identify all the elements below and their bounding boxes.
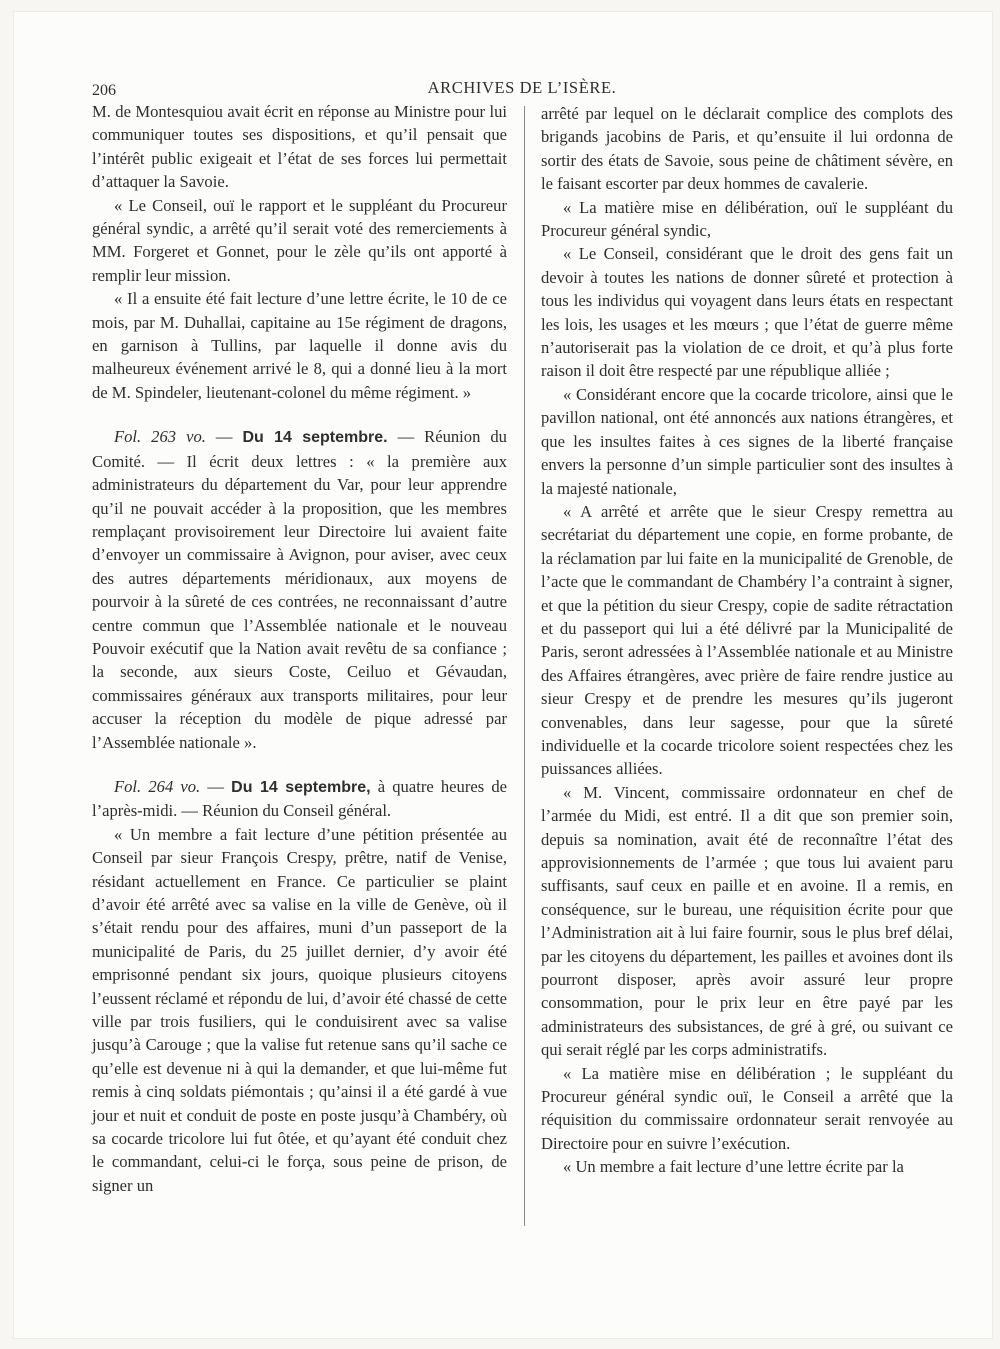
paragraph: « Il a ensuite été fait lecture d’une lettre écrite, le 10 de ce mois, par M. Duhallai, capitaine au 15e régiment de dragons, en garnison à Tullins, par laquelle il donne avis du malheureux événement arrivé le 8, qui a donné lieu à la mort de M. Spindeler, lieutenant-colonel du même régiment. » bbox=[92, 289, 507, 402]
paragraph: « A arrêté et arrête que le sieur Crespy remettra au secrétariat du département une copie, en forme probante, de la réclamation par lui faite en la municipalité de Grenoble, de l’acte que le commandant de Chambéry l’a contraint à signer, et que la pétition du sieur Crespy, copie de sadite rétractation et du passeport qui lui a été délivré par la Municipalité de Paris, seront adressées à l’Assemblée nationale et au Ministre des Affaires étrangères, avec prière de faire rendre justice au sieur Crespy et de prendre les mesures qu’ils jugeront convenables, dans leur sagesse, pour que la sûreté individuelle et la cocarde tricolore soient respectées chez les puissances alliées. bbox=[541, 501, 953, 779]
page-number: 206 bbox=[92, 82, 116, 99]
left-column bbox=[92, 100, 507, 1197]
paragraph: « Considérant encore que la cocarde tricolore, ainsi que le pavillon national, ont été annoncés aux nations étrangères, et que les insultes faites à ces signes de la liberté française envers la personne d’un simple particulier sont des insultes à la majesté nationale, bbox=[541, 384, 953, 498]
folio-ref: Fol. 263 vo. bbox=[114, 427, 206, 447]
entry-text: — Réunion du Comité. — Il écrit deux lettres : « la première aux administrateurs du département du Var, pour leur apprendre qu’il ne pouvait accéder à la proposition, que les membres remplaçant provisoirement leur Directoire lui avaient faite d’envoyer un commissaire à Avignon, pour aviser, avec ceux des autres départements méridionaux, aux moyens de pourvoir à la sûreté de ces contrées, ne reconnaissant d’autre centre commun que l’Assemblée nationale et le nouveau Pouvoir exécutif que la Nation avait revêtu de sa confiance ; la seconde, aux sieurs Coste, Ceiluo et Gévaudan, commissaires généraux aux transports militaires, pour leur accuser la réception du modèle de pique adressé par l’Assemblée nationale ». bbox=[92, 427, 507, 752]
paragraph: « Un membre a fait lecture d’une lettre écrite par la bbox=[563, 1157, 904, 1177]
folio-ref: Fol. 264 vo. bbox=[114, 776, 201, 796]
page-header bbox=[92, 78, 952, 102]
right-column bbox=[541, 102, 953, 1179]
entry-date: Du 14 septembre, bbox=[231, 778, 371, 796]
column-divider bbox=[524, 106, 525, 1226]
paragraph: « La matière mise en délibération, ouï le suppléant du Procureur général syndic, bbox=[541, 197, 953, 241]
paragraph: « Le Conseil, considérant que le droit des gens fait un devoir à toutes les nations de donner sûreté et protection à tous les individus qui voyagent dans leurs états en respectant les lois, les usages et les mœurs ; que l’état de guerre même n’autoriserait pas la violation de ce droit, et qu’à plus forte raison il doit être respecté par une république alliée ; bbox=[541, 244, 953, 381]
paragraph: « Un membre a fait lecture d’une pétition présentée au Conseil par sieur François Crespy, prêtre, natif de Venise, résidant actuellement en France. Ce particulier se plaint d’avoir été arrêté avec sa valise en la ville de Genève, où il s’était rendu pour des affaires, muni d’un passeport de la municipalité de Paris, du 25 juillet dernier, d’y avoir été emprisonné pendant six jours, quoique plusieurs citoyens l’eussent réclamé et répondu de lui, d’avoir été chassé de cette ville par trois fusiliers, qui le conduisirent avec sa valise jusqu’à Carouge ; que la valise fut retenue sans qu’il sache ce qu’elle est devenue ni à qui la demander, et que lui-même fut remis à cinq soldats piémontais ; qu’ainsi il a été gardé à vue jour et nuit et conduit de poste en poste jusqu’à Chambéry, où sa cocarde tricolore lui fut ôtée, et qu’ayant été conduit chez le commandant, celui-ci le força, sous peine de prison, de signer un bbox=[92, 824, 507, 1195]
paragraph: arrêté par lequel on le déclarait complice des complots des brigands jacobins de Paris, et qu’ensuite il lui ordonna de sortir des états de Savoie, sous peine de châtiment sévère, en le faisant escorter par deux hommes de cavalerie. bbox=[541, 104, 953, 194]
entry-text: à quatre heures de l’après-midi. — Réunion du Conseil général. bbox=[92, 776, 508, 821]
paragraph: M. de Montesquiou avait écrit en réponse au Ministre pour lui communiquer toutes ses dispositions, et qu’il pensait que l’intérêt public exigeait et l’état de ses forces lui permettait d’attaquer la Savoie. bbox=[92, 102, 507, 192]
paragraph: « La matière mise en délibération ; le suppléant du Procureur général syndic ouï, le Conseil a arrêté que la réquisition du commissaire ordonnateur serait renvoyée au Directoire pour en suivre l’exécution. bbox=[541, 1063, 953, 1153]
entry-fol-264 bbox=[92, 775, 507, 823]
paragraph: « M. Vincent, commissaire ordonnateur en chef de l’armée du Midi, est entré. Il a dit que son premier soin, depuis sa nomination, avait été de reconnaître l’état des approvisionnements de l’armée ; que tous lui avaient paru suffisants, sauf ceux en paille et en avoine. Il a remis, en conséquence, sur le bureau, une réquisition écrite pour que l’Administration ait à lui faire fournir, sous le plus bref délai, par les citoyens du département, les pailles et avoines dont ils pourront disposer, après avoir assuré leur propre consommation, pour le prix leur en être payé par les administrateurs des subsistances, de gré à gré, ou suivant ce qui serait réglé par les corps administratifs. bbox=[541, 782, 953, 1060]
paragraph: « Le Conseil, ouï le rapport et le suppléant du Procureur général syndic, a arrêté qu’il serait voté des remerciements à MM. Forgeret et Gonnet, pour le zèle qu’ils ont apporté à remplir leur mission. bbox=[92, 195, 507, 285]
entry-dash: — bbox=[215, 427, 233, 447]
running-head: ARCHIVES DE L’ISÈRE. bbox=[427, 78, 617, 97]
entry-date: Du 14 septembre. bbox=[242, 429, 388, 447]
entry-dash: — bbox=[207, 776, 224, 796]
entry-fol-263 bbox=[92, 425, 507, 754]
